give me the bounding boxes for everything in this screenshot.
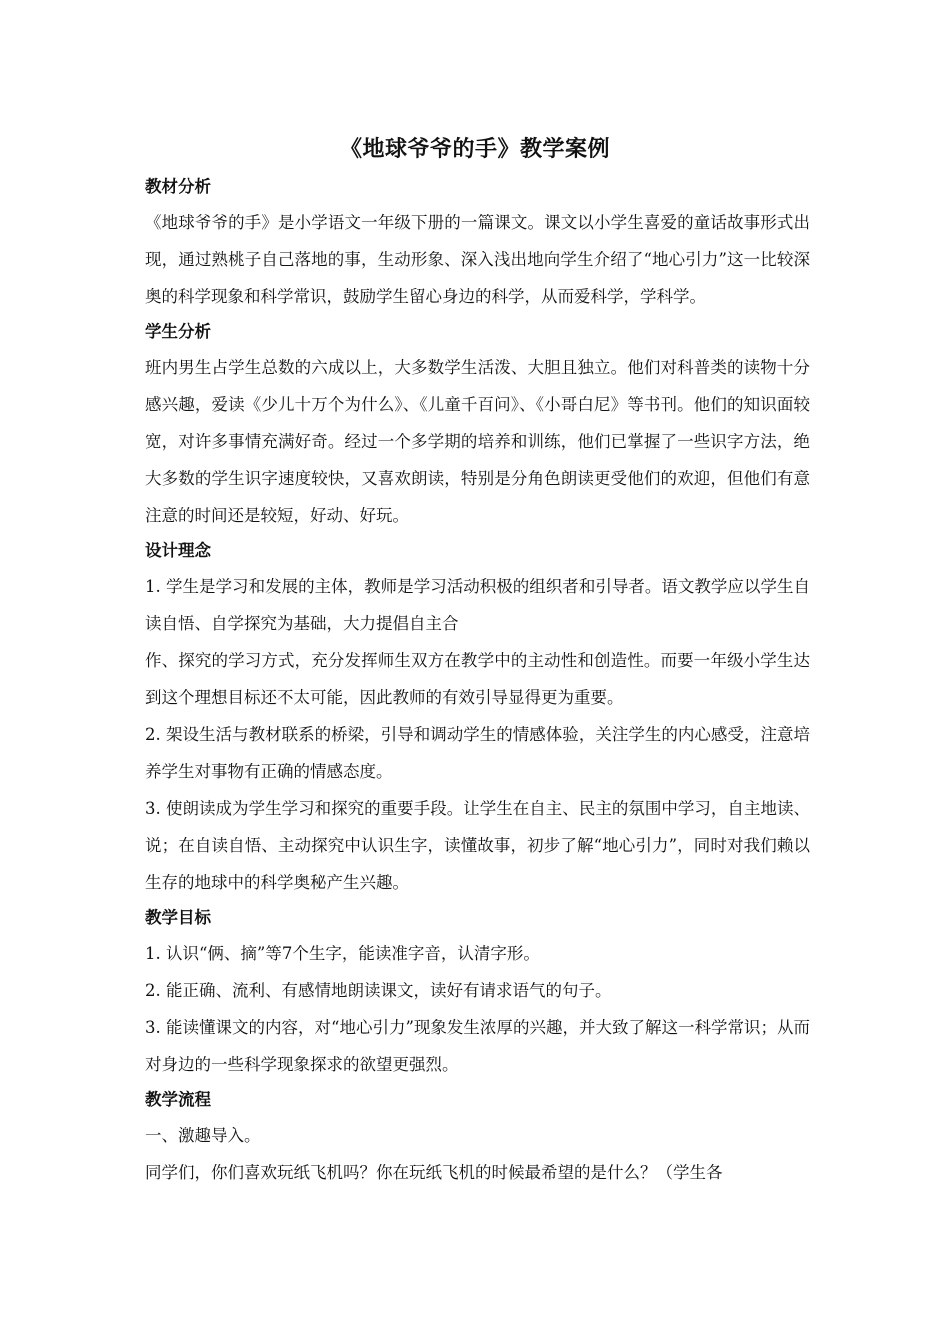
section-heading: 教学流程 <box>145 1090 211 1109</box>
paragraph: 1. 学生是学习和发展的主体，教师是学习活动积极的组织者和引导者。语文教学应以学生自读自悟、自学探究为基础，大力提倡自主合 <box>145 577 810 633</box>
section-heading: 学生分析 <box>145 322 211 341</box>
paragraph: 同学们，你们喜欢玩纸飞机吗？你在玩纸飞机的时候最希望的是什么？（学生各 <box>145 1163 723 1182</box>
paragraph: 作、探究的学习方式，充分发挥师生双方在教学中的主动性和创造性。而要一年级小学生达到这个理想目标还不太可能，因此教师的有效引导显得更为重要。 <box>145 651 810 707</box>
document-title: 《地球爷爷的手》教学案例 <box>339 137 610 162</box>
section-heading: 教材分析 <box>145 177 211 196</box>
paragraph: 2. 能正确、流利、有感情地朗读课文，读好有请求语气的句子。 <box>145 981 612 1000</box>
section-textbook-analysis <box>145 170 810 315</box>
paragraph: 3. 使朗读成为学生学习和探究的重要手段。让学生在自主、民主的氛围中学习，自主地读、说；在自读自悟、主动探究中认识生字，读懂故事，初步了解“地心引力”，同时对我们赖以生存的地球中的科学奥秘产生兴趣。 <box>145 799 810 892</box>
section-heading: 教学目标 <box>145 908 211 927</box>
section-heading: 设计理念 <box>145 541 211 560</box>
section-design-concept <box>145 534 810 901</box>
paragraph: 《地球爷爷的手》是小学语文一年级下册的一篇课文。课文以小学生喜爱的童话故事形式出现，通过熟桃子自己落地的事，生动形象、深入浅出地向学生介绍了“地心引力”这一比较深奥的科学现象和科学常识，鼓励学生留心身边的科学，从而爱科学，学科学。 <box>145 213 810 306</box>
paragraph: 一、激趣导入。 <box>145 1126 261 1145</box>
paragraph: 班内男生占学生总数的六成以上，大多数学生活泼、大胆且独立。他们对科普类的读物十分感兴趣，爱读《少儿十万个为什么》、《儿童千百问》、《小哥白尼》等书刊。他们的知识面较宽，对许多事情充满好奇。经过一个多学期的培养和训练，他们已掌握了一些识字方法，绝大多数的学生识字速度较快，又喜欢朗读，特别是分角色朗读更受他们的欢迎，但他们有意注意的时间还是较短，好动、好玩。 <box>145 358 810 525</box>
paragraph: 2. 架设生活与教材联系的桥梁，引导和调动学生的情感体验，关注学生的内心感受，注意培养学生对事物有正确的情感态度。 <box>145 725 810 781</box>
paragraph: 1. 认识“俩、摘”等7个生字，能读准字音，认清字形。 <box>145 944 540 963</box>
section-student-analysis <box>145 315 810 534</box>
paragraph: 3. 能读懂课文的内容，对“地心引力”现象发生浓厚的兴趣，并大致了解这一科学常识；从而对身边的一些科学现象探求的欲望更强烈。 <box>145 1018 810 1074</box>
section-teaching-process <box>145 1083 810 1191</box>
section-teaching-goals <box>145 901 810 1083</box>
document-body <box>145 170 810 1191</box>
